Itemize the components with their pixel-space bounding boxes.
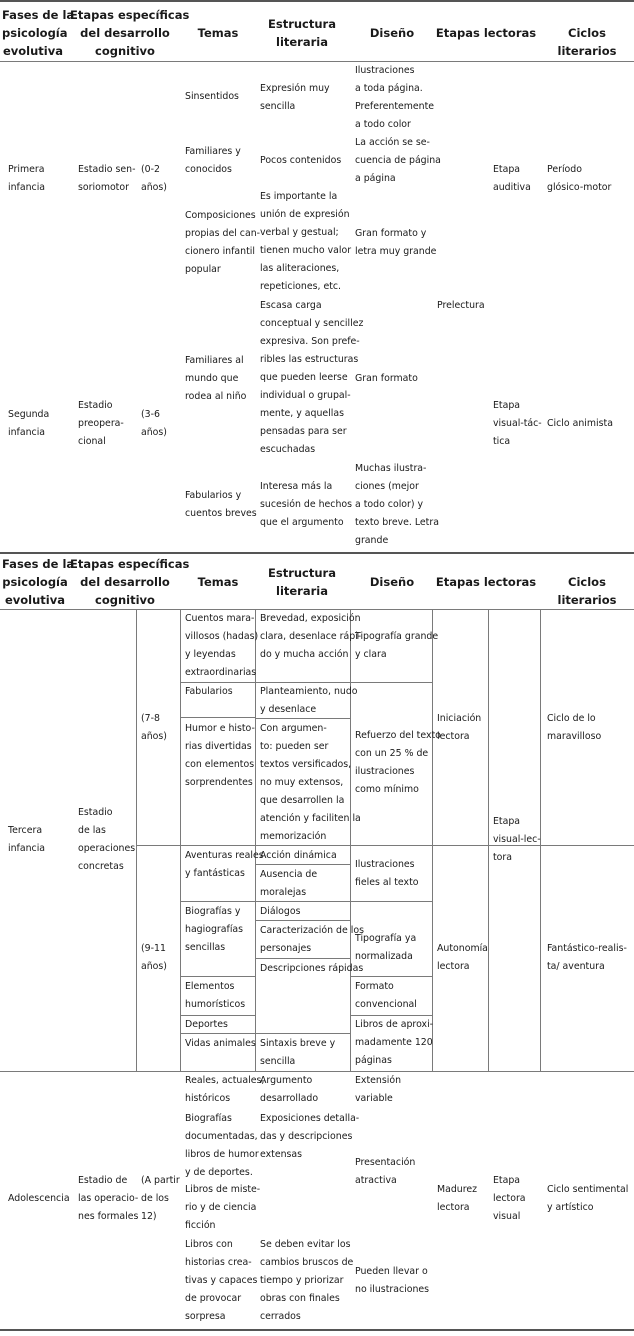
tema-fabularios-cuentos: Fabularios y cuentos breves <box>185 490 257 519</box>
header-estructura-2: Estructura literaria <box>268 566 336 598</box>
diseno-ilustraciones-opcionales: Pueden llevar o no ilustraciones <box>355 1266 430 1295</box>
fase-primera-infancia: Primera infancia <box>8 164 46 193</box>
header-ciclos-2: Ciclos literarios <box>557 575 617 607</box>
header-temas-2: Temas <box>197 575 239 589</box>
fase-segunda-infancia: Segunda infancia <box>8 409 50 438</box>
table-2-top-rule <box>0 552 634 554</box>
edad-3-6: (3-6 años) <box>141 409 167 438</box>
grid-line <box>350 901 432 902</box>
estructura-caracterizacion: Caracterización de los personajes <box>260 925 364 954</box>
estructura-sucesion-hechos: Interesa más la sucesión de hechos que el argumento <box>260 481 353 528</box>
fase-tercera-infancia: Tercera infancia <box>8 825 46 854</box>
tema-biografias-sencillas: Biografías y hagiografías sencillas <box>185 906 244 953</box>
tema-familiares: Familiares y conocidos <box>185 146 241 175</box>
estructura-exposiciones-detalladas: Exposiciones detalla- das y descripciones extensas <box>260 1113 360 1160</box>
diseno-tipografia-grande: Tipografía grande y clara <box>355 631 439 660</box>
edad-9-11: (9-11 años) <box>141 943 167 972</box>
header-etapas-lectoras: Etapas lectoras <box>435 26 537 40</box>
estructura-brevedad: Brevedad, exposición clara, desenlace rápi- do y mucha acción <box>260 613 362 660</box>
fase-adolescencia: Adolescencia <box>8 1193 70 1204</box>
tema-deportes: Deportes <box>185 1019 228 1030</box>
diseno-120-paginas: Libros de aproxi- madamente 120 páginas <box>355 1019 434 1066</box>
ciclo-fantastico-realista: Fantástico-realis- ta/ aventura <box>547 943 627 972</box>
grid-line <box>255 958 350 959</box>
estructura-accion-dinamica: Acción dinámica <box>260 850 337 861</box>
tema-misterio-ciencia-ficcion: Libros de miste- rio y de ciencia ficción <box>185 1184 261 1231</box>
diseno-refuerzo-texto: Refuerzo del texto con un 25 % de ilustraciones como mínimo <box>355 730 441 795</box>
diseno-ilustraciones-fieles: Ilustraciones fieles al texto <box>355 859 419 888</box>
ciclo-maravilloso: Ciclo de lo maravilloso <box>547 713 602 742</box>
diseno-presentacion-atractiva: Presentación atractiva <box>355 1157 416 1186</box>
estructura-dialogos: Diálogos <box>260 906 301 917</box>
header-etapas-desarrollo: Etapas específicas del desarrollo cognitivo <box>70 8 190 58</box>
estadio-operaciones-formales: Estadio de las operacio- nes formales <box>78 1175 139 1222</box>
header-estructura: Estructura literaria <box>268 17 336 49</box>
diseno-accion-secuencia: La acción se se- cuencia de página a página <box>355 137 441 184</box>
estadio-preoperacional: Estadio preopera- cional <box>78 400 124 447</box>
estructura-expresion-gestual: Es importante la unión de expresión verbal y gestual; tienen mucho valor las aliteraciones, repeticiones, etc. <box>260 191 352 292</box>
grid-line <box>255 1033 350 1034</box>
etapa-madurez-lectora: Madurez lectora <box>437 1184 478 1213</box>
tema-elementos-humoristicos: Elementos humorísticos <box>185 981 246 1010</box>
estructura-pocos-contenidos: Pocos contenidos <box>260 155 342 166</box>
grid-line <box>180 609 181 1071</box>
tema-fabularios: Fabularios <box>185 686 233 697</box>
estadio-sensoriomotor: Estadio sen- soriomotor <box>78 164 136 193</box>
etapa-lectora-visual: Etapa lectora visual <box>493 1175 526 1222</box>
grid-line <box>432 609 433 1071</box>
header-diseno-2: Diseño <box>369 575 415 589</box>
diseno-muchas-ilustraciones: Muchas ilustra- ciones (mejor a todo color) y texto breve. Letra grande <box>355 463 439 546</box>
tema-cancionero: Composiciones propias del can- cionero infantil popular <box>185 210 261 275</box>
diseno-tipografia-normalizada: Tipografía ya normalizada <box>355 933 417 962</box>
tema-reales-actuales: Reales, actuales, históricos <box>185 1075 265 1104</box>
header-etapas-desarrollo-2: Etapas específicas del desarrollo cognitivo <box>70 557 190 607</box>
etapa-visual-lectora: Etapa visual-lec- tora <box>493 816 541 863</box>
tema-biografias-documentadas: Biografías documentadas, libros de humor y de deportes. <box>185 1113 259 1178</box>
estructura-con-argumento: Con argumen- to: pueden ser textos versificados, no muy extensos, que desarrollen la atención y faciliten la memorización <box>260 723 361 842</box>
header-etapas-lectoras-2: Etapas lectoras <box>435 575 537 589</box>
diseno-ilustraciones-pagina: Ilustraciones a toda página. Preferentemente a todo color <box>355 65 435 130</box>
ciclo-animista: Ciclo animista <box>547 418 613 429</box>
tema-cuentos-maravillosos: Cuentos mara- villosos (hadas) y leyendas extraordinarias <box>185 613 259 678</box>
edad-0-2: (0-2 años) <box>141 164 167 193</box>
estadio-operaciones-concretas: Estadio de las operaciones concretas <box>78 807 136 872</box>
etapa-auditiva: Etapa auditiva <box>493 164 531 193</box>
edad-12: (A partir de los 12) <box>141 1175 180 1222</box>
etapa-prelectura: Prelectura <box>437 300 485 311</box>
grid-line <box>180 901 255 902</box>
grid-line <box>136 845 634 846</box>
tema-historias-creativas: Libros con historias crea- tivas y capaces de provocar sorpresa <box>185 1239 258 1322</box>
grid-line <box>180 717 255 718</box>
estructura-expresion-sencilla: Expresión muy sencilla <box>260 83 330 112</box>
table-1-top-rule <box>0 0 634 2</box>
header-ciclos: Ciclos literarios <box>557 26 617 58</box>
tema-aventuras: Aventuras reales y fantásticas <box>185 850 264 879</box>
tema-vidas-animales: Vidas animales <box>185 1038 256 1049</box>
diseno-formato-convencional: Formato convencional <box>355 981 417 1010</box>
estructura-ausencia-moralejas: Ausencia de moralejas <box>260 869 318 898</box>
ciclo-glosico-motor: Período glósico-motor <box>547 164 612 193</box>
diseno-extension-variable: Extensión variable <box>355 1075 402 1104</box>
etapa-iniciacion-lectora: Iniciación lectora <box>437 713 482 742</box>
table-2-bottom-rule <box>0 1329 634 1331</box>
header-fases-2: Fases de la psicología evolutiva <box>2 557 75 607</box>
tema-humor-historias: Humor e histo- rias divertidas con elementos sorprendentes <box>185 723 255 788</box>
ciclo-sentimental-artistico: Ciclo sentimental y artístico <box>547 1184 629 1213</box>
diseno-gran-formato: Gran formato <box>355 373 418 384</box>
grid-line <box>488 609 489 1071</box>
header-diseno: Diseño <box>369 26 415 40</box>
estructura-planteamiento: Planteamiento, nudo y desenlace <box>260 686 358 715</box>
grid-line <box>350 682 432 683</box>
estructura-argumento-desarrollado: Argumento desarrollado <box>260 1075 319 1104</box>
header-fases: Fases de la psicología evolutiva <box>2 8 75 58</box>
tema-sinsentidos: Sinsentidos <box>185 91 239 102</box>
etapa-visual-tactica: Etapa visual-tác- tica <box>493 400 542 447</box>
grid-line <box>136 609 137 1071</box>
estructura-descripciones-rapidas: Descripciones rápidas <box>260 963 364 974</box>
estructura-sintaxis-breve: Sintaxis breve y sencilla <box>260 1038 336 1067</box>
etapa-autonomia-lectora: Autonomía lectora <box>437 943 488 972</box>
estructura-evitar-cambios: Se deben evitar los cambios bruscos de tiempo y priorizar obras con finales cerrados <box>260 1239 354 1322</box>
table-1-header-rule <box>0 61 634 62</box>
grid-line <box>180 976 255 977</box>
tema-mundo-nino: Familiares al mundo que rodea al niño <box>185 355 247 402</box>
header-temas: Temas <box>197 26 239 40</box>
edad-7-8: (7-8 años) <box>141 713 167 742</box>
estructura-escasa-carga: Escasa carga conceptual y sencillez expresiva. Son prefe- ribles las estructuras que pueden leerse individual o grupal- mente, y aquellas pensadas para ser escuchadas <box>260 300 364 455</box>
diseno-gran-formato-letra: Gran formato y letra muy grande <box>355 228 437 257</box>
